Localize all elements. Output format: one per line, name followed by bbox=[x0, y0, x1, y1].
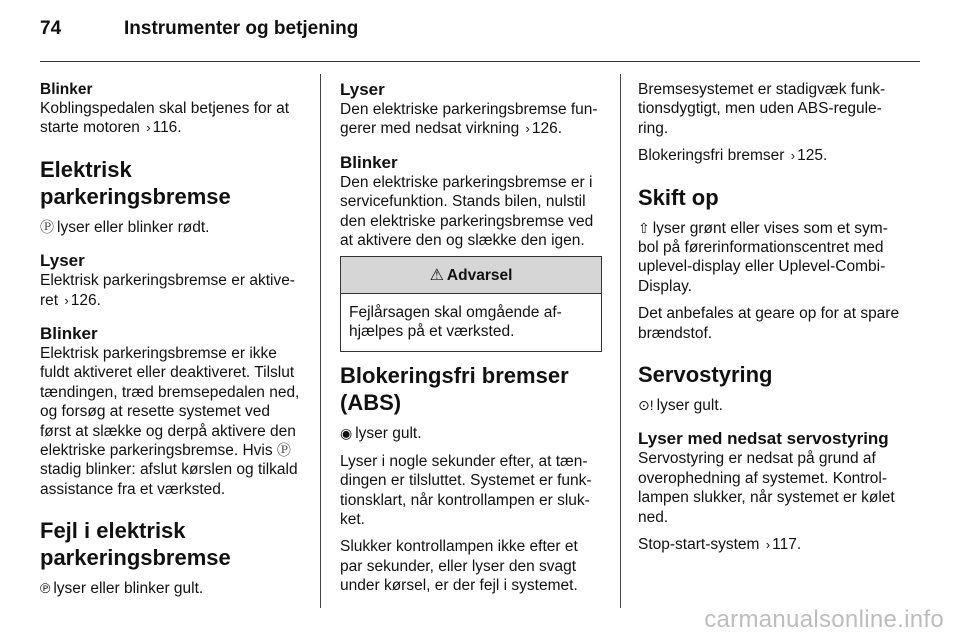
paragraph: Den elektriske parkeringsbremse er i servicefunktion. Stands bilen, nulstil den elektriske parkeringsbremse ved at aktivere den og slække den igen. bbox=[340, 173, 594, 250]
header-divider bbox=[40, 61, 920, 62]
paragraph: Lyser i nogle sekunder efter, at tæn-dingen er tilsluttet. Systemet er funk-tionsklart, når kontrollampen er sluk-ket. bbox=[340, 452, 592, 529]
section-subheading: Lyser med nedsat servostyring bbox=[638, 429, 889, 449]
paragraph: Stop-start-system › 117. bbox=[638, 536, 802, 554]
parking-brake-fault-icon: ℗ bbox=[40, 580, 51, 597]
reference-arrow-icon: › bbox=[64, 292, 69, 308]
paragraph: Det anbefales at geare op for at spare brændstof. bbox=[638, 305, 900, 342]
paragraph: Servostyring er nedsat på grund af overophedning af systemet. Kontrol-lampen slukker, når systemet er kølet ned. bbox=[638, 450, 895, 526]
paragraph: Koblingspedalen skal betjenes for at starte motoren › 116. bbox=[40, 100, 290, 137]
page-reference[interactable]: 126. bbox=[531, 120, 563, 138]
section-subheading: Lyser bbox=[40, 251, 85, 271]
page-reference[interactable]: 126. bbox=[70, 291, 101, 309]
paragraph: Elektrisk parkeringsbremse er aktive-ret › 126. bbox=[40, 272, 295, 309]
section-heading: Elektrisk bbox=[40, 156, 132, 182]
paragraph: ⇧ lyser grønt eller vises som et sym-bol på førerinformationscentret med uplevel-display eller Uplevel-Combi-Display. bbox=[638, 219, 888, 295]
warning-header bbox=[341, 257, 601, 294]
watermark: carmanualsonline.info bbox=[704, 606, 944, 633]
paragraph: Slukker kontrollampen ikke efter et par sekunder, eller lyser den svagt under kørsel, er der fejl i systemet. bbox=[340, 538, 578, 595]
column-right bbox=[638, 80, 908, 555]
section-heading: parkeringsbremse bbox=[40, 183, 231, 209]
section-subheading: Blinker bbox=[40, 81, 93, 98]
warning-triangle-icon: ⚠ bbox=[429, 266, 444, 284]
page-number: 74 bbox=[40, 18, 62, 39]
section-subheading: Blinker bbox=[340, 152, 398, 172]
shift-up-icon: ⇧ bbox=[638, 219, 650, 236]
section-subheading: Lyser bbox=[340, 80, 385, 99]
page-reference[interactable]: 116. bbox=[152, 119, 182, 137]
section-heading: Servostyring bbox=[638, 362, 773, 388]
section-heading: Fejl i elektrisk bbox=[40, 518, 186, 544]
paragraph: ◉ lyser gult. bbox=[340, 425, 422, 443]
reference-arrow-icon: › bbox=[790, 148, 796, 164]
section-heading: (ABS) bbox=[340, 390, 402, 416]
power-steering-icon: ⊙! bbox=[638, 397, 654, 414]
paragraph: ℗ lyser eller blinker gult. bbox=[40, 580, 204, 598]
abs-icon: ◉ bbox=[340, 425, 353, 442]
warning-box bbox=[340, 256, 602, 352]
paragraph: Den elektriske parkeringsbremse fun-gerer med nedsat virkning › 126. bbox=[340, 101, 598, 138]
column-left bbox=[40, 80, 302, 599]
page-header bbox=[40, 18, 920, 58]
reference-arrow-icon: › bbox=[525, 121, 530, 137]
section-heading: Skift op bbox=[638, 184, 719, 210]
reference-arrow-icon: › bbox=[765, 537, 771, 553]
page-reference[interactable]: 125. bbox=[797, 147, 828, 165]
parking-brake-icon: Ⓟ bbox=[276, 442, 291, 459]
column-middle bbox=[340, 80, 602, 596]
parking-brake-icon: Ⓟ bbox=[40, 218, 54, 235]
paragraph: Blokeringsfri bremser › 125. bbox=[638, 147, 828, 165]
warning-title: Advarsel bbox=[446, 266, 513, 284]
paragraph: Bremsesystemet er stadigvæk funk-tionsdygtigt, men uden ABS-regule-ring. bbox=[638, 81, 886, 137]
page-title: Instrumenter og betjening bbox=[124, 18, 359, 39]
paragraph: Elektrisk parkeringsbremse er ikke fuldt aktiveret eller deaktiveret. Tilslut tændingen, træd bremsepedalen ned, og forsøg at resette systemet ved først at slække og derpå aktivere den elektriske parkeringsbremse. Hvis Ⓟstadig blinker: afslut kørslen og tilkald assistance fra et værksted. bbox=[40, 345, 300, 498]
section-heading: Blokeringsfri bremser bbox=[340, 363, 569, 389]
reference-arrow-icon: › bbox=[146, 120, 151, 136]
column-divider bbox=[320, 74, 321, 608]
warning-text: Fejlårsagen skal omgående af-hjælpes på et værksted. bbox=[349, 304, 562, 341]
column-divider bbox=[620, 74, 621, 608]
section-heading: parkeringsbremse bbox=[40, 545, 231, 571]
paragraph: ⊙! lyser gult. bbox=[638, 397, 723, 415]
section-subheading: Blinker bbox=[40, 324, 98, 344]
page-reference[interactable]: 117. bbox=[772, 536, 802, 554]
paragraph: Ⓟ lyser eller blinker rødt. bbox=[40, 218, 210, 236]
